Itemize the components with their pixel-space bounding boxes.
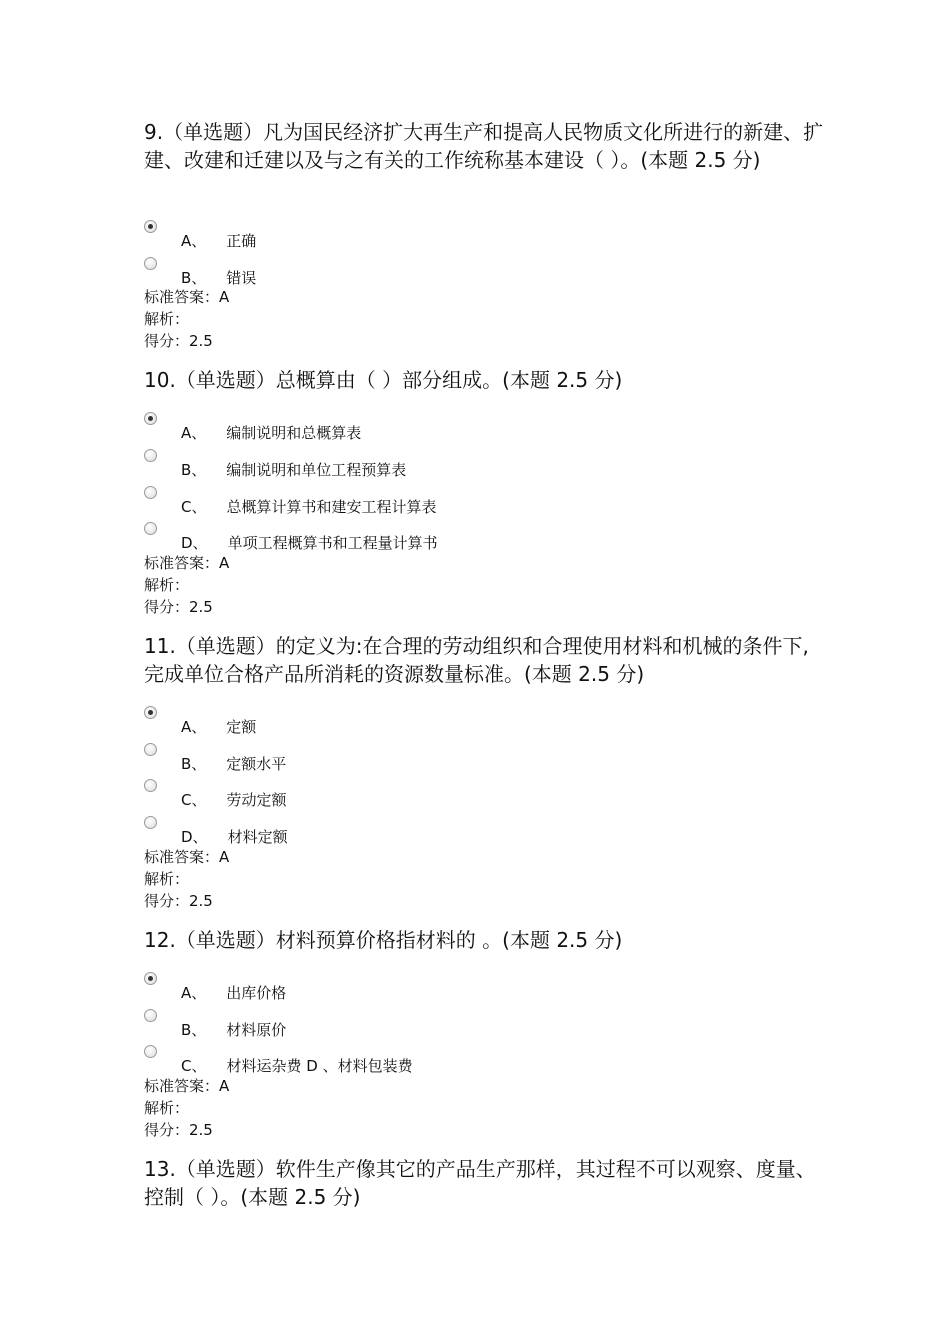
option-text: 正确	[226, 232, 257, 250]
question-12-option-c[interactable]	[144, 1045, 413, 1075]
question-11-option-c[interactable]	[144, 779, 287, 809]
question-12-title: 12.（单选题）材料预算价格指材料的 。(本题 2.5 分)	[144, 928, 623, 952]
question-13-title: 13.（单选题）软件生产像其它的产品生产那样，其过程不可以观察、度量、控制（ ）。(本题 2.5 分)	[144, 1157, 816, 1209]
radio-unchecked-icon[interactable]	[144, 257, 157, 270]
option-letter: B、	[181, 461, 207, 479]
radio-checked-icon[interactable]	[144, 220, 157, 233]
option-text: 材料定额	[227, 828, 288, 846]
analysis: 解析：	[144, 310, 190, 328]
option-text: 材料运杂费 D 、材料包装费	[226, 1057, 413, 1075]
radio-unchecked-icon[interactable]	[144, 522, 157, 535]
option-text: 编制说明和总概算表	[226, 424, 362, 442]
question-12-option-b[interactable]	[144, 1009, 286, 1039]
standard-answer: 标准答案：A	[144, 1077, 230, 1095]
question-11-title: 11.（单选题）的定义为:在合理的劳动组织和合理使用材料和机械的条件下,完成单位合格产品所消耗的资源数量标准。(本题 2.5 分)	[144, 634, 809, 686]
question-9-meta	[144, 286, 229, 352]
question-12-meta	[144, 1075, 229, 1141]
radio-unchecked-icon[interactable]	[144, 743, 157, 756]
question-10-option-a[interactable]	[144, 412, 361, 442]
radio-unchecked-icon[interactable]	[144, 816, 157, 829]
score: 得分：2.5	[144, 598, 213, 616]
question-9-title: 9.（单选题）凡为国民经济扩大再生产和提高人民物质文化所进行的新建、扩建、改建和迁建以及与之有关的工作统称基本建设（ ）。(本题 2.5 分)	[144, 120, 824, 172]
question-10-title: 10.（单选题）总概算由（ ）部分组成。(本题 2.5 分)	[144, 368, 623, 392]
question-10-option-d[interactable]	[144, 522, 438, 552]
option-letter: B、	[181, 269, 207, 287]
radio-unchecked-icon[interactable]	[144, 779, 157, 792]
option-text: 出库价格	[226, 984, 287, 1002]
option-letter: B、	[181, 755, 207, 773]
radio-checked-icon[interactable]	[144, 972, 157, 985]
score: 得分：2.5	[144, 332, 213, 350]
option-letter: A、	[181, 424, 207, 442]
option-letter: A、	[181, 984, 207, 1002]
option-letter: A、	[181, 718, 207, 736]
analysis: 解析：	[144, 576, 190, 594]
option-text: 单项工程概算书和工程量计算书	[227, 534, 438, 552]
option-text: 总概算计算书和建安工程计算表	[226, 498, 437, 516]
score: 得分：2.5	[144, 1121, 213, 1139]
question-10-option-b[interactable]	[144, 449, 406, 479]
option-text: 错误	[226, 269, 257, 287]
radio-unchecked-icon[interactable]	[144, 1009, 157, 1022]
standard-answer: 标准答案：A	[144, 288, 230, 306]
option-text: 材料原价	[226, 1021, 287, 1039]
question-11-option-b[interactable]	[144, 743, 286, 773]
analysis: 解析：	[144, 870, 190, 888]
radio-unchecked-icon[interactable]	[144, 449, 157, 462]
question-10-option-c[interactable]	[144, 486, 437, 516]
option-letter: A、	[181, 232, 207, 250]
question-11-option-a[interactable]	[144, 706, 256, 736]
standard-answer: 标准答案：A	[144, 554, 230, 572]
radio-unchecked-icon[interactable]	[144, 1045, 157, 1058]
radio-checked-icon[interactable]	[144, 706, 157, 719]
radio-unchecked-icon[interactable]	[144, 486, 157, 499]
question-9-option-a[interactable]	[144, 220, 256, 250]
question-12-option-a[interactable]	[144, 972, 286, 1002]
score: 得分：2.5	[144, 892, 213, 910]
option-text: 定额水平	[226, 755, 287, 773]
option-letter: C、	[181, 791, 207, 809]
option-text: 劳动定额	[226, 791, 287, 809]
option-letter: C、	[181, 498, 207, 516]
option-letter: B、	[181, 1021, 207, 1039]
question-11-option-d[interactable]	[144, 816, 288, 846]
option-text: 编制说明和单位工程预算表	[226, 461, 407, 479]
radio-checked-icon[interactable]	[144, 412, 157, 425]
question-11-meta	[144, 846, 229, 912]
standard-answer: 标准答案：A	[144, 848, 230, 866]
question-9-option-b[interactable]	[144, 257, 256, 287]
option-letter: D、	[181, 828, 208, 846]
question-10-meta	[144, 552, 229, 618]
option-letter: D、	[181, 534, 208, 552]
analysis: 解析：	[144, 1099, 190, 1117]
option-letter: C、	[181, 1057, 207, 1075]
option-text: 定额	[226, 718, 257, 736]
